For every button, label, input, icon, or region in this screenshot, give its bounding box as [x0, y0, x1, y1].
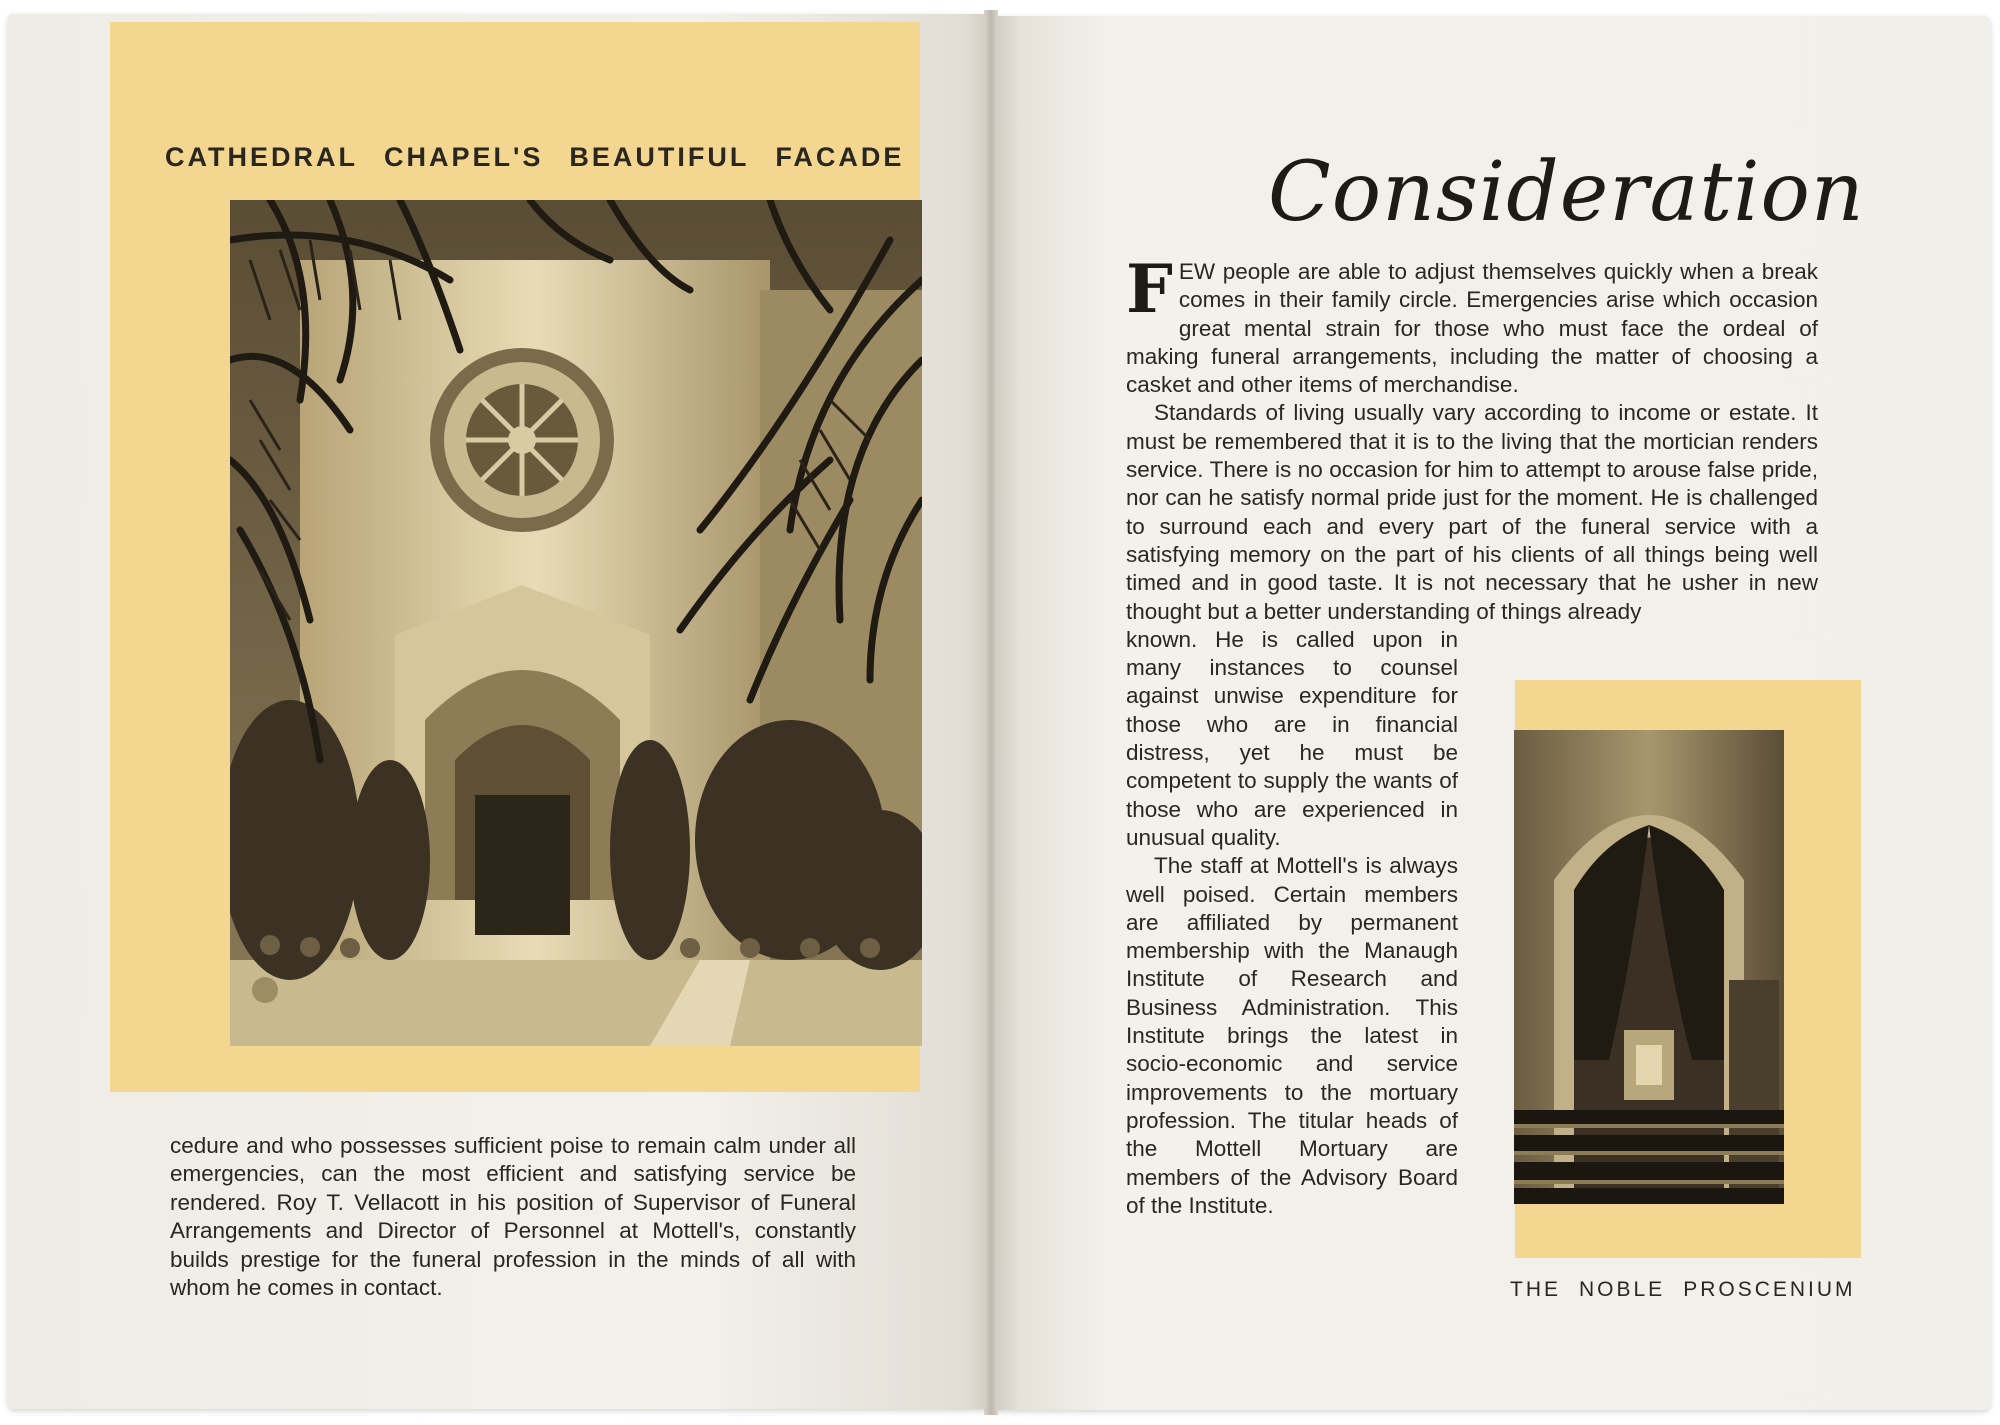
drop-cap: F: [1126, 250, 1173, 328]
page-gutter: [984, 10, 998, 1415]
caption-word: FACADE: [775, 142, 905, 172]
facade-caption: [165, 142, 930, 173]
left-page-body-text: cedure and who possesses sufficient poise to remain calm under all emergencies, can the most efficient and satisfying service be rendered. Roy T. Vellacott in his position of Supervisor of Funeral Arrangements and Director of Personnel at Mottell's, constantly builds prestige for the funeral profession in the minds of all with whom he comes in contact.: [170, 1133, 856, 1301]
caption-word: CHAPEL'S: [383, 142, 544, 172]
proscenium-caption: [1510, 1278, 1874, 1302]
proscenium-photo: [1514, 730, 1784, 1204]
cathedral-facade-photo: [230, 200, 922, 1046]
caption-word: PROSCENIUM: [1683, 1278, 1856, 1301]
paragraph-2-wide: Standards of living usually vary according to income or estate. It must be remembered that it is to the living that the mortician renders service. There is no occasion for him to attempt to arouse false pride, nor can he satisfy normal pride just for the moment. He is challenged to surround each and every part of the funeral service with a satisfying memory on the part of his clients of all things being well timed and in good taste. It is not necessary that he usher in new thought but a better understanding of things already: [1126, 400, 1818, 624]
paragraph-1: [1126, 250, 1818, 399]
caption-word: BEAUTIFUL: [569, 142, 750, 172]
paragraph-2-narrow: known. He is called upon in many instances to counsel against unwise expenditure for those who are in financial distress, yet he must be competent to supply the wants of those who are experienced in unusual quality.: [1126, 626, 1458, 850]
caption-word: THE: [1510, 1278, 1561, 1301]
paragraph-1-text: EW people are able to adjust themselves quickly when a break comes in their family circle. Emergencies arise which occasion great mental strain for those who must face the ordeal of making funeral arrangements, including the matter of choosing a casket and other items of merchandise.: [1126, 259, 1818, 398]
page-title: Consideration: [1268, 145, 1865, 240]
paragraph-3: The staff at Mottell's is always well poised. Certain members are affiliated by permanent membership with the Manaugh Institute of Research and Business Administration. This Institute brings the latest in socio-economic and service improvements to the mortuary profession. The titular heads of the Mottell Mortuary are members of the Advisory Board of the Institute.: [1126, 853, 1458, 1218]
caption-word: CATHEDRAL: [165, 142, 358, 172]
caption-word: NOBLE: [1579, 1278, 1666, 1301]
